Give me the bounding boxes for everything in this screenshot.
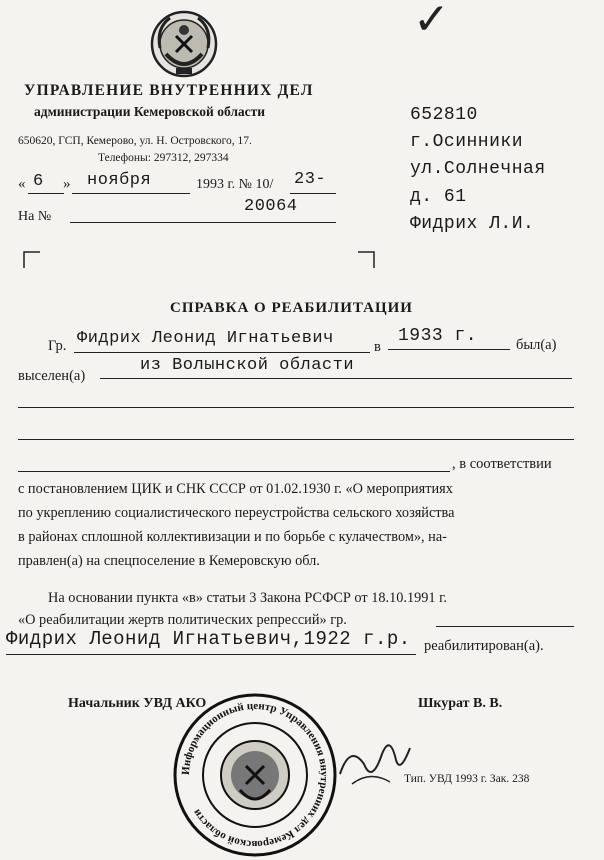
stamp-seal-icon — [170, 690, 340, 860]
para2-line2: «О реабилитации жертв политических репрессий» гр. — [18, 612, 347, 628]
eviction-year: 1933 г. — [398, 326, 478, 346]
seal-ring-text: Информационный центр Управления внутренних дел Кемеровской области — [179, 699, 331, 851]
evicted-label: выселен(а) — [18, 368, 86, 384]
ref-number: 20064 — [244, 197, 298, 216]
recipient-street: ул.Солнечная — [410, 159, 546, 179]
in-label: в — [374, 339, 381, 355]
corner-bracket-left — [22, 250, 42, 270]
para2-underline — [436, 626, 574, 627]
date-close-quote: » — [63, 176, 71, 192]
org-subtitle: администрации Кемеровской области — [34, 104, 266, 119]
org-address: 650620, ГСП, Кемерово, ул. Н. Островского, 17. — [18, 135, 252, 147]
para1-line1: с постановлением ЦИК и СНК СССР от 01.02.1930 г. «О мероприятиях — [18, 481, 453, 497]
blank-line-1 — [18, 407, 574, 408]
rsfsr-emblem-icon — [146, 8, 222, 82]
doc-number: 23- — [294, 170, 327, 189]
printer-note: Тип. УВД 1993 г. Зак. 238 — [404, 773, 530, 785]
para1-line3: в районах сплошной коллективизации и по борьбе с кулачеством», на- — [18, 529, 447, 545]
check-mark: ✓ — [413, 0, 450, 45]
accordance-label: , в соответствии — [452, 456, 552, 472]
chief-title: Начальник УВД АКО — [68, 696, 207, 711]
date-year-label: 1993 г. № 10/ — [196, 177, 274, 192]
ref-underline — [70, 222, 336, 223]
evicted-from: из Волынской области — [140, 356, 355, 375]
person-name-underline — [74, 352, 370, 353]
ref-label: На № — [18, 209, 52, 224]
gr-label: Гр. — [48, 338, 67, 354]
org-phones: Телефоны: 297312, 297334 — [98, 152, 229, 164]
para1-line4: правлен(а) на спецпоселение в Кемеровскую обл. — [18, 553, 320, 569]
date-day: 6 — [33, 172, 44, 191]
recipient-name: Фидрих Л.И. — [410, 214, 535, 234]
org-title: УПРАВЛЕНИЕ ВНУТРЕННИХ ДЕЛ — [24, 82, 314, 99]
date-day-underline — [28, 193, 64, 194]
person-name: Фидрих Леонид Игнатьевич — [77, 329, 334, 348]
blank-line-3 — [18, 471, 450, 472]
rehab-label: реабилитирован(а). — [424, 638, 544, 654]
was-label: был(а) — [516, 337, 557, 353]
certificate-title: СПРАВКА О РЕАБИЛИТАЦИИ — [170, 300, 413, 316]
blank-line-2 — [18, 439, 574, 440]
year-underline — [388, 349, 510, 350]
para1-line2: по укреплению социалистического переустройства сельского хозяйства — [18, 505, 455, 521]
para2-line1: На основании пункта «в» статьи 3 Закона РСФСР от 18.10.1991 г. — [48, 590, 447, 606]
evicted-underline — [100, 378, 572, 379]
date-month-underline — [72, 193, 190, 194]
corner-bracket-right — [356, 250, 376, 270]
recipient-city: г.Осинники — [410, 132, 524, 152]
chief-name: Шкурат В. В. — [418, 696, 503, 711]
doc-number-underline — [290, 193, 336, 194]
rehab-name-underline — [6, 654, 416, 655]
recipient-postcode: 652810 — [410, 105, 478, 125]
date-month: ноября — [87, 171, 152, 190]
recipient-house: д. 61 — [410, 187, 467, 207]
date-open-quote: « — [18, 176, 26, 192]
rehab-person-name: Фидрих Леонид Игнатьевич,1922 г.р. — [6, 628, 411, 650]
